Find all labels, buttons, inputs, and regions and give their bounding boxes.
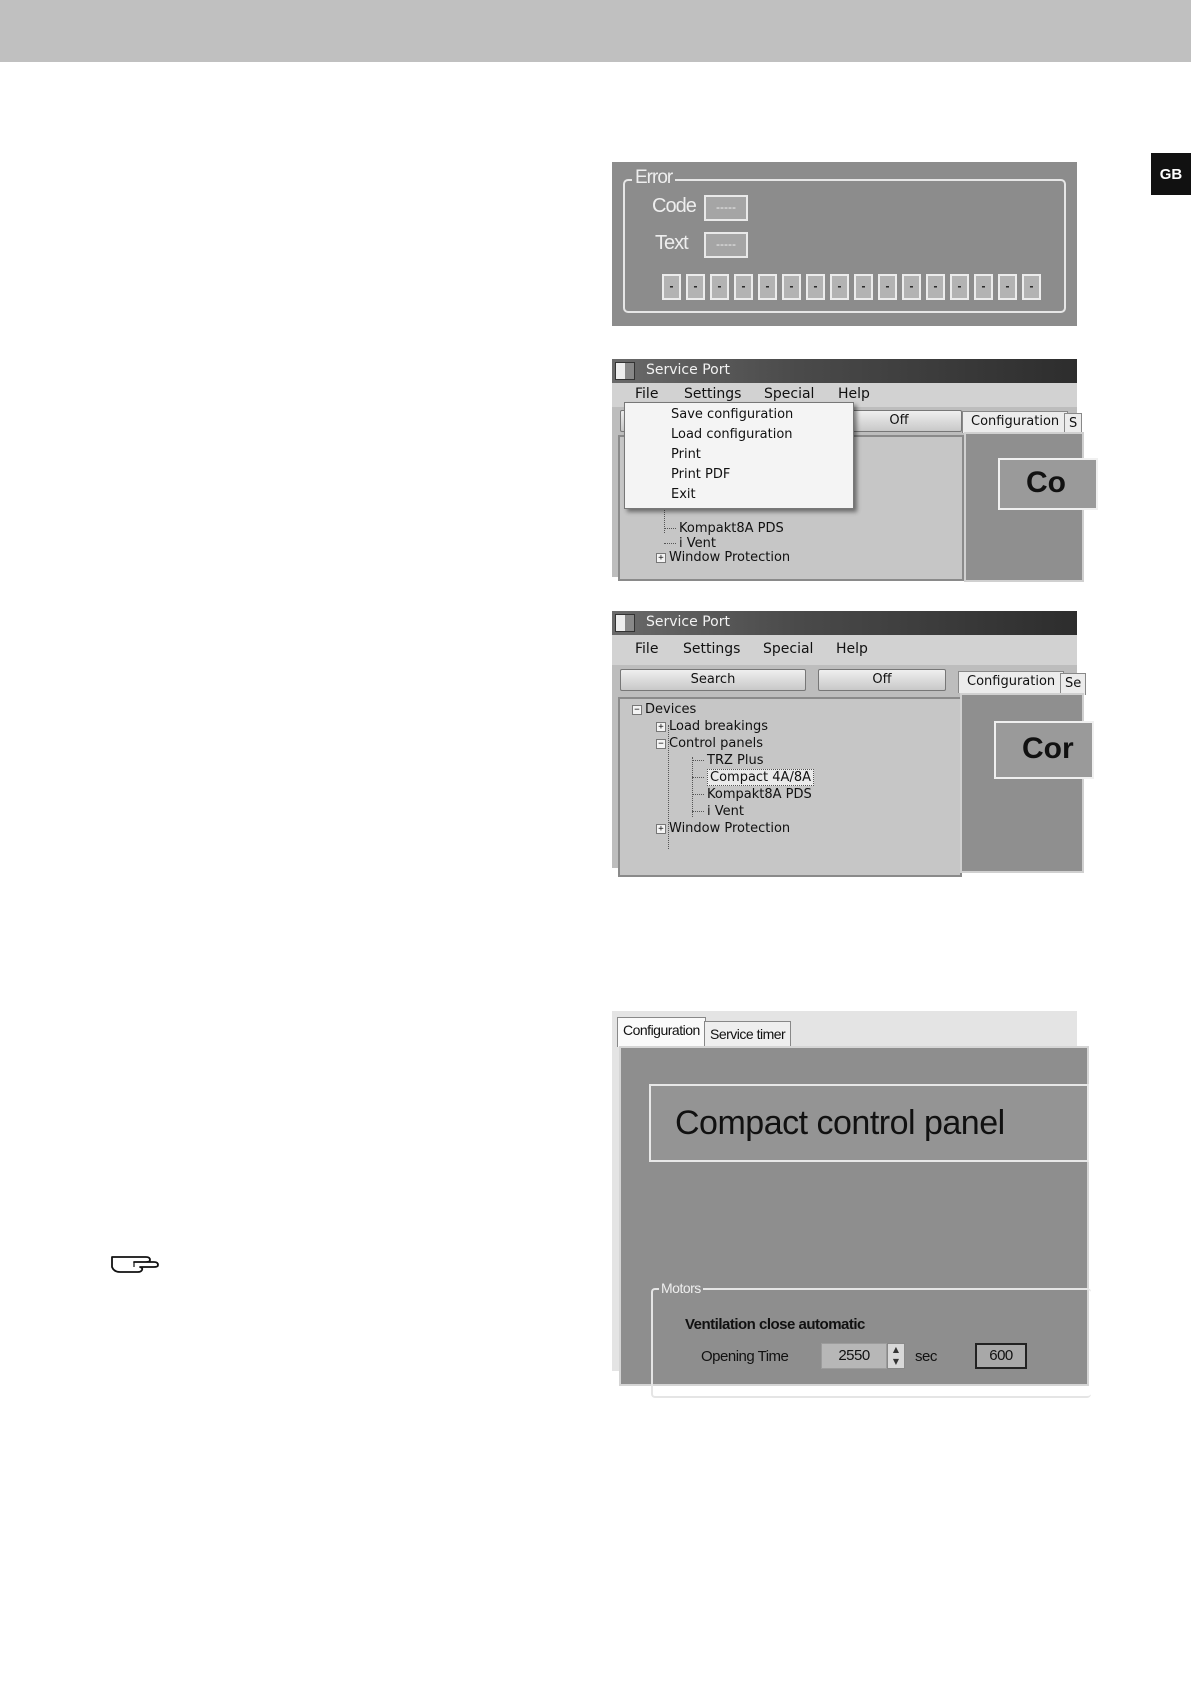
menu-print-pdf[interactable]: Print PDF — [671, 467, 731, 482]
menu-help[interactable]: Help — [838, 386, 870, 402]
panel-title-box: Co — [998, 458, 1098, 510]
configuration-page — [960, 693, 1084, 873]
menu-special[interactable]: Special — [763, 641, 814, 657]
ventilation-close-automatic-label: Ventilation close automatic — [685, 1316, 865, 1333]
menu-exit[interactable]: Exit — [671, 487, 696, 502]
opening-time-unit: sec — [915, 1348, 937, 1365]
panel-title: Compact control panel — [675, 1104, 1005, 1142]
window-title: Service Port — [646, 614, 730, 630]
panel-title-box: Cor — [994, 721, 1094, 779]
error-history-cell: - — [854, 274, 873, 300]
menu-save-configuration[interactable]: Save configuration — [671, 407, 794, 422]
error-history-cells — [662, 274, 1041, 300]
tab-configuration[interactable]: Configuration — [958, 671, 1064, 693]
error-history-cell: - — [710, 274, 729, 300]
opening-time-input[interactable]: 2550 — [821, 1343, 887, 1369]
error-text-field: ----- — [704, 232, 748, 258]
configuration-page — [619, 1046, 1089, 1386]
spin-up-icon[interactable]: ▲ — [892, 1345, 900, 1354]
error-history-cell: - — [662, 274, 681, 300]
error-history-cell: - — [806, 274, 825, 300]
tree-item-load-breakings[interactable]: + Load breakings — [656, 719, 768, 734]
tab-service-timer[interactable]: S — [1064, 413, 1082, 435]
configuration-page — [964, 432, 1084, 582]
window-title: Service Port — [646, 362, 730, 378]
tree-item-window-protection[interactable]: + Window Protection — [656, 550, 790, 565]
title-bar — [612, 359, 1077, 383]
error-history-cell: - — [1022, 274, 1041, 300]
error-history-cell: - — [830, 274, 849, 300]
file-dropdown-menu — [624, 402, 854, 509]
tab-service-timer[interactable]: Service timer — [704, 1021, 791, 1047]
off-button[interactable]: Off — [836, 410, 962, 432]
language-tab: GB — [1151, 153, 1191, 195]
collapse-icon[interactable]: − — [632, 705, 642, 715]
error-history-cell: - — [926, 274, 945, 300]
menu-help[interactable]: Help — [836, 641, 868, 657]
pointing-hand-icon — [110, 1251, 162, 1275]
panel-title-box — [649, 1084, 1089, 1162]
error-history-cell: - — [974, 274, 993, 300]
menu-file[interactable]: File — [635, 386, 659, 402]
menu-file[interactable]: File — [635, 641, 659, 657]
app-icon — [615, 614, 635, 632]
opening-time-label: Opening Time — [701, 1348, 789, 1365]
opening-time-spinner[interactable] — [887, 1343, 905, 1369]
opening-time-current-value: 600 — [975, 1343, 1027, 1369]
tree-item-i-vent[interactable]: i Vent — [692, 804, 744, 819]
error-history-cell: - — [950, 274, 969, 300]
page-header-band — [0, 0, 1191, 62]
menu-bar — [612, 635, 1077, 665]
spin-down-icon[interactable]: ▼ — [892, 1357, 900, 1366]
menu-settings[interactable]: Settings — [684, 386, 742, 402]
tree-item-devices[interactable]: − Devices — [632, 702, 696, 717]
device-tree[interactable] — [618, 697, 962, 877]
configuration-screenshot — [612, 1011, 1077, 1371]
error-history-cell: - — [734, 274, 753, 300]
error-history-cell: - — [686, 274, 705, 300]
tree-item-i-vent[interactable]: i Vent — [664, 536, 716, 551]
device-tree-screenshot — [612, 611, 1082, 868]
error-code-label: Code — [652, 195, 696, 217]
expand-icon[interactable]: + — [656, 824, 666, 834]
error-history-cell: - — [782, 274, 801, 300]
expand-icon[interactable]: + — [656, 553, 666, 563]
menu-settings[interactable]: Settings — [683, 641, 741, 657]
file-menu-screenshot — [612, 359, 1077, 577]
tree-item-window-protection[interactable]: + Window Protection — [656, 821, 790, 836]
tree-item-compact-4a-8a[interactable]: Compact 4A/8A — [692, 770, 814, 785]
tab-service-timer[interactable]: Se — [1060, 673, 1086, 695]
tree-item-trz-plus[interactable]: TRZ Plus — [692, 753, 763, 768]
collapse-icon[interactable]: − — [656, 739, 666, 749]
title-bar — [612, 611, 1077, 635]
tree-item-kompakt8a-pds[interactable]: Kompakt8A PDS — [664, 521, 784, 536]
menu-load-configuration[interactable]: Load configuration — [671, 427, 793, 442]
error-history-cell: - — [758, 274, 777, 300]
off-button[interactable]: Off — [818, 669, 946, 691]
error-text-label: Text — [655, 232, 688, 254]
error-panel-screenshot — [612, 162, 1077, 326]
motors-groupbox — [651, 1280, 1091, 1398]
expand-icon[interactable]: + — [656, 722, 666, 732]
error-history-cell: - — [998, 274, 1017, 300]
motors-legend: Motors — [661, 1280, 701, 1296]
search-button[interactable]: Search — [620, 669, 806, 691]
tab-configuration[interactable]: Configuration — [962, 411, 1068, 433]
tree-item-control-panels[interactable]: − Control panels — [656, 736, 763, 751]
error-history-cell: - — [902, 274, 921, 300]
error-legend: Error — [632, 167, 675, 189]
error-history-cell: - — [878, 274, 897, 300]
app-icon — [615, 362, 635, 380]
menu-special[interactable]: Special — [764, 386, 815, 402]
tree-item-kompakt8a-pds[interactable]: Kompakt8A PDS — [692, 787, 812, 802]
tab-configuration[interactable]: Configuration — [617, 1017, 706, 1047]
error-code-field: ----- — [704, 195, 748, 221]
menu-print[interactable]: Print — [671, 447, 701, 462]
